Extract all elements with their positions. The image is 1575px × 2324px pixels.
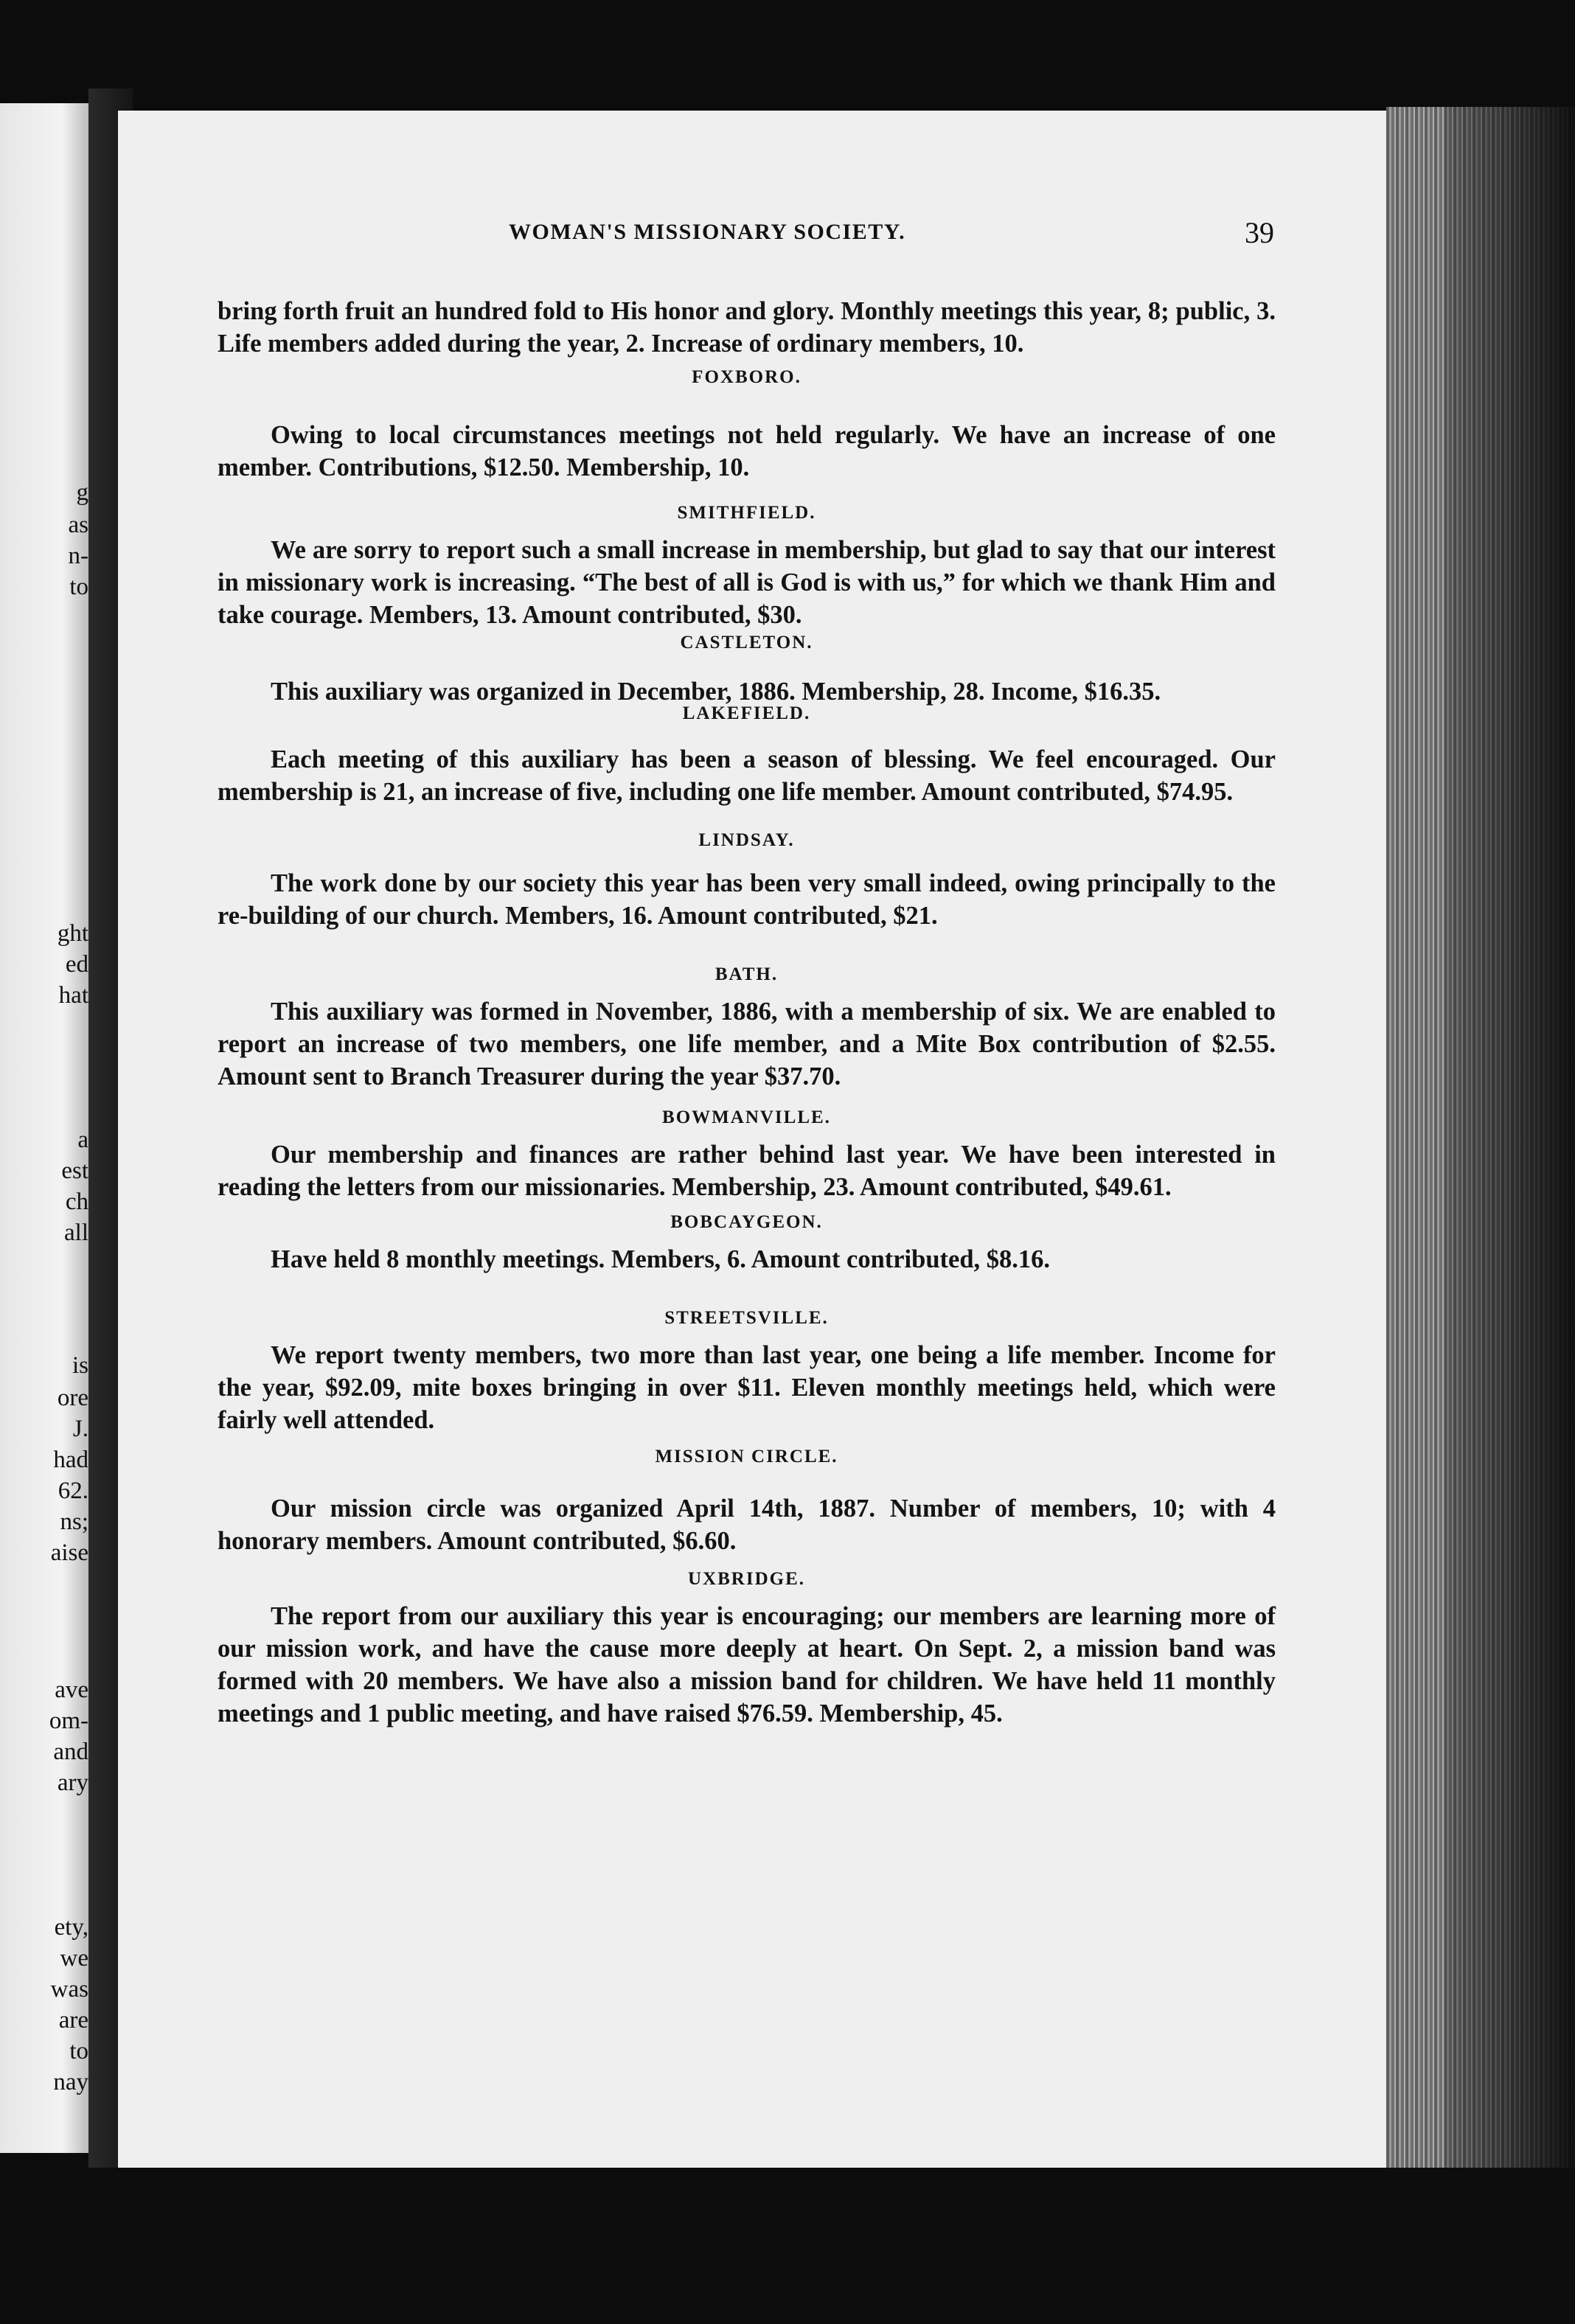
section-heading: SMITHFIELD. (677, 503, 816, 523)
left-fragment: we (60, 1945, 88, 1972)
section-heading: STREETSVILLE. (664, 1308, 829, 1328)
section-text: Owing to local circumstances meetings not held regularly. We have an increase of one member. Contributions, $12.50. Membership, 10. (218, 421, 1276, 481)
section-heading: LINDSAY. (698, 830, 795, 850)
section-text: This auxiliary was formed in November, 1886, with a membership of six. We are enabled to report an increase of two members, one life member, and a Mite Box contribution of $2.55. Amount sent to Branch Treasurer during the year $37.70. (218, 998, 1276, 1090)
left-fragment: ed (65, 951, 88, 978)
section-heading: BOBCAYGEON. (670, 1212, 823, 1232)
left-fragment: ch (65, 1189, 88, 1215)
left-fragment: and (53, 1739, 88, 1765)
section-text: We report twenty members, two more than last year, one being a life member. Income for the year, $92.09, mite boxes bringing in over $11. Eleven monthly meetings held, which were fairly well attended. (218, 1341, 1276, 1434)
background-bottom (0, 2168, 1575, 2324)
left-fragment: hat (58, 982, 88, 1009)
section-heading: CASTLETON. (680, 633, 813, 653)
section-text: Each meeting of this auxiliary has been a season of blessing. We feel encouraged. Our membership is 21, an increase of five, including one life member. Amount contributed, $74.95. (218, 745, 1276, 806)
left-fragment: was (50, 1976, 88, 2003)
left-fragment: ns; (60, 1509, 88, 1535)
left-fragment: had (53, 1447, 88, 1473)
page-number: 39 (1245, 216, 1274, 249)
left-fragment: as (68, 512, 88, 538)
section-text: This auxiliary was organized in December, 1886. Membership, 28. Income, $16.35. (271, 678, 1161, 706)
page-stack-shadow (1445, 107, 1575, 2171)
left-fragment: ety, (54, 1914, 88, 1941)
left-fragment: all (64, 1220, 88, 1246)
left-fragment: ary (57, 1770, 88, 1796)
section-heading: BATH. (715, 964, 779, 984)
left-fragment: ght (57, 920, 88, 947)
section-text: bring forth fruit an hundred fold to His honor and glory. Monthly meetings this year, 8; public, 3. Life members added during the year, 2. Increase of ordinary members, 10. (218, 297, 1276, 358)
section-heading: UXBRIDGE. (688, 1569, 805, 1589)
left-page-edge (0, 103, 88, 2153)
left-fragment: a (77, 1127, 88, 1153)
left-fragment: ave (55, 1677, 88, 1703)
left-fragment: J. (72, 1416, 88, 1442)
running-header: WOMAN'S MISSIONARY SOCIETY. (509, 220, 906, 244)
left-fragment: aise (50, 1540, 88, 1566)
left-fragment: om- (49, 1708, 88, 1734)
section-text: Our mission circle was organized April 14th, 1887. Number of members, 10; with 4 honorary members. Amount contributed, $6.60. (218, 1495, 1276, 1555)
left-fragment: est (61, 1158, 88, 1184)
left-fragment: n- (68, 543, 88, 569)
left-fragment: is (72, 1352, 88, 1379)
section-heading: MISSION CIRCLE. (655, 1447, 838, 1467)
section-heading: FOXBORO. (692, 367, 802, 387)
section-heading: BOWMANVILLE. (662, 1107, 831, 1127)
page-content (218, 295, 1276, 1730)
left-fragment: nay (53, 2069, 88, 2095)
left-fragment: ore (57, 1385, 88, 1411)
left-fragment: to (69, 2038, 88, 2064)
left-fragment: are (58, 2007, 88, 2034)
left-fragment: 62. (58, 1478, 88, 1504)
section-text: Have held 8 monthly meetings. Members, 6. Amount contributed, $8.16. (271, 1245, 1051, 1273)
left-fragment: to (69, 574, 88, 600)
section-heading: LAKEFIELD. (682, 703, 811, 723)
section-text: We are sorry to report such a small increase in membership, but glad to say that our interest in missionary work is increasing. “The best of all is God is with us,” for which we thank Him and take courage. Members, 13. Amount contributed, $30. (218, 536, 1276, 629)
section-text: Our membership and finances are rather behind last year. We have been interested in reading the letters from our missionaries. Membership, 23. Amount contributed, $49.61. (218, 1141, 1276, 1201)
section-text: The report from our auxiliary this year is encouraging; our members are learning more of our mission work, and have the cause more deeply at heart. On Sept. 2, a mission band was formed with 20 members. We have also a mission band for children. We have held 11 monthly meetings and 1 public meeting, and have raised $76.59. Membership, 45. (218, 1602, 1276, 1728)
section-text: The work done by our society this year has been very small indeed, owing principally to the re-building of our church. Members, 16. Amount contributed, $21. (218, 869, 1276, 930)
left-fragment: g (76, 479, 88, 506)
